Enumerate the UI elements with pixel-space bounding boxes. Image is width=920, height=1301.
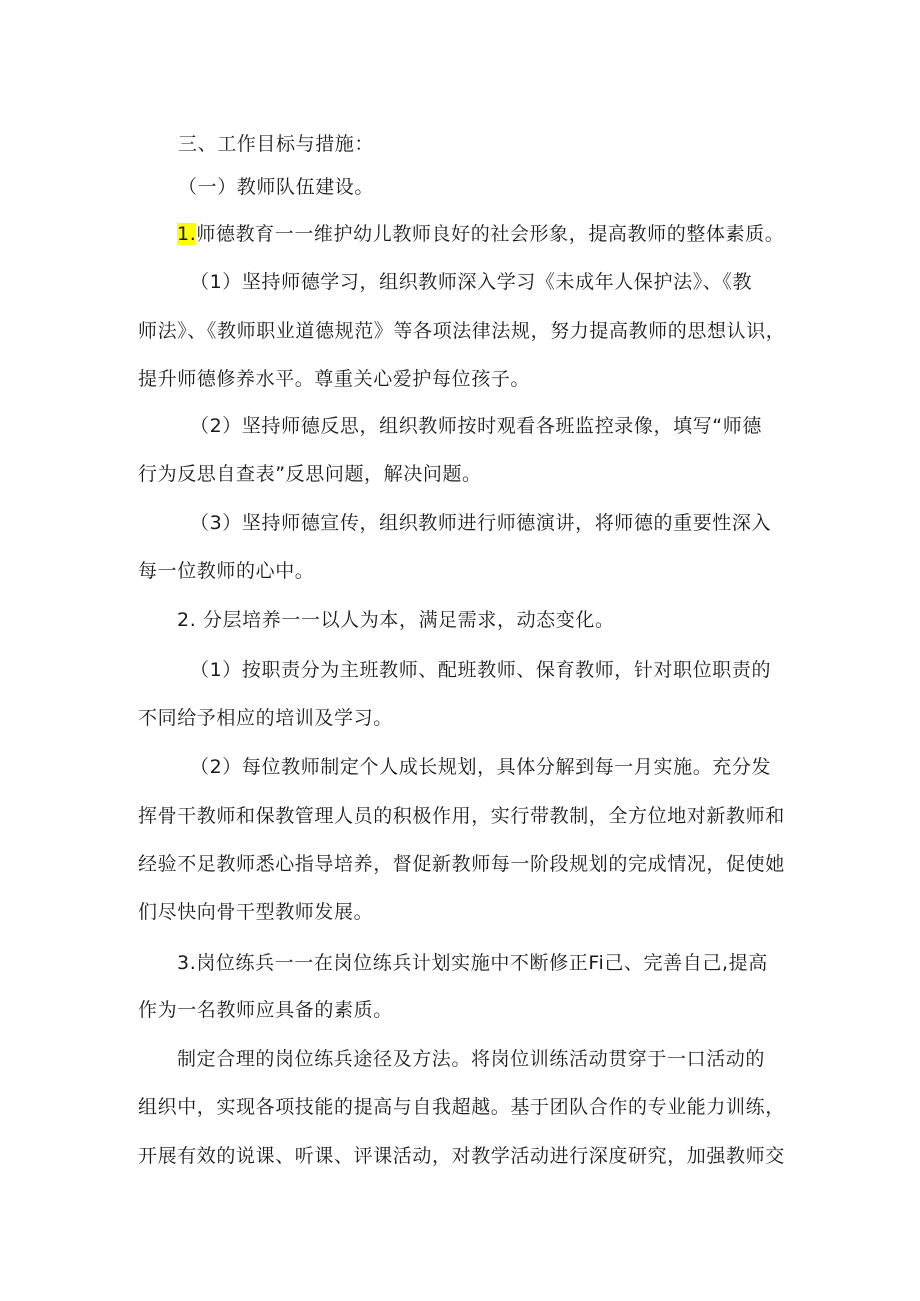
item-2-sub-2-line-3: 经验不足教师悉心指导培养，督促新教师每一阶段规划的完成情况，促使她: [138, 853, 785, 875]
item-1-sub-1-line-3: 提升师德修养水平。尊重关心爱护每位孩子。: [138, 368, 531, 390]
item-3-line-1: 3.岗位练兵一一在岗位练兵计划实施中不断修正Fi己、完善自己,提高: [177, 952, 768, 974]
item-1-sub-1-line-1: （1）坚持师德学习，组织教师深入学习《未成年人保护法》、《教: [190, 271, 753, 293]
item-1-sub-3-line-2: 每一位教师的心中。: [138, 560, 315, 582]
item-3-line-2: 作为一名教师应具备的素质。: [138, 999, 393, 1021]
item-1-sub-1-line-2: 师法》、《教师职业道德规范》等各项法律法规，努力提高教师的思想认识，: [138, 320, 786, 342]
item-1-sub-2-line-2: 行为反思自查表”反思问题，解决问题。: [138, 463, 482, 485]
paragraph-last-line-1: 制定合理的岗位练兵途径及方法。将岗位训练活动贯穿于一口活动的: [177, 1048, 766, 1070]
highlighted-number: 1.: [177, 223, 197, 245]
item-2-line: 2. 分层培养一一以人为本，满足需求，动态变化。: [177, 609, 615, 631]
item-1-line: [177, 221, 784, 247]
item-1-text: 师德教育一一维护幼儿教师良好的社会形象，提高教师的整体素质。: [196, 223, 785, 245]
paragraph-last-line-3: 开展有效的说课、听课、评课活动，对教学活动进行深度研究，加强教师交: [138, 1145, 785, 1167]
item-2-sub-2-line-2: 挥骨干教师和保教管理人员的积极作用，实行带教制，全方位地对新教师和: [138, 805, 785, 827]
item-2-sub-1-line-2: 不同给予相应的培训及学习。: [138, 707, 393, 729]
item-2-sub-1-line-1: （1）按职责分为主班教师、配班教师、保育教师，针对职位职责的: [190, 659, 772, 681]
subsection-title: （一）教师队伍建设。: [178, 176, 375, 198]
item-2-sub-2-line-4: 们尽快向骨干型教师发展。: [138, 901, 374, 923]
item-1-sub-2-line-1: （2）坚持师德反思，组织教师按时观看各班监控录像，填写“师德: [190, 415, 762, 437]
item-1-sub-3-line-1: （3）坚持师德宣传，组织教师进行师德演讲，将师德的重要性深入: [190, 512, 772, 534]
section-heading: 三、工作目标与措施：: [178, 133, 375, 155]
paragraph-last-line-2: 组织中，实现各项技能的提高与自我超越。基于团队合作的专业能力训练，: [138, 1096, 785, 1118]
item-2-sub-2-line-1: （2）每位教师制定个人成长规划，具体分解到每一月实施。充分发: [190, 756, 772, 778]
